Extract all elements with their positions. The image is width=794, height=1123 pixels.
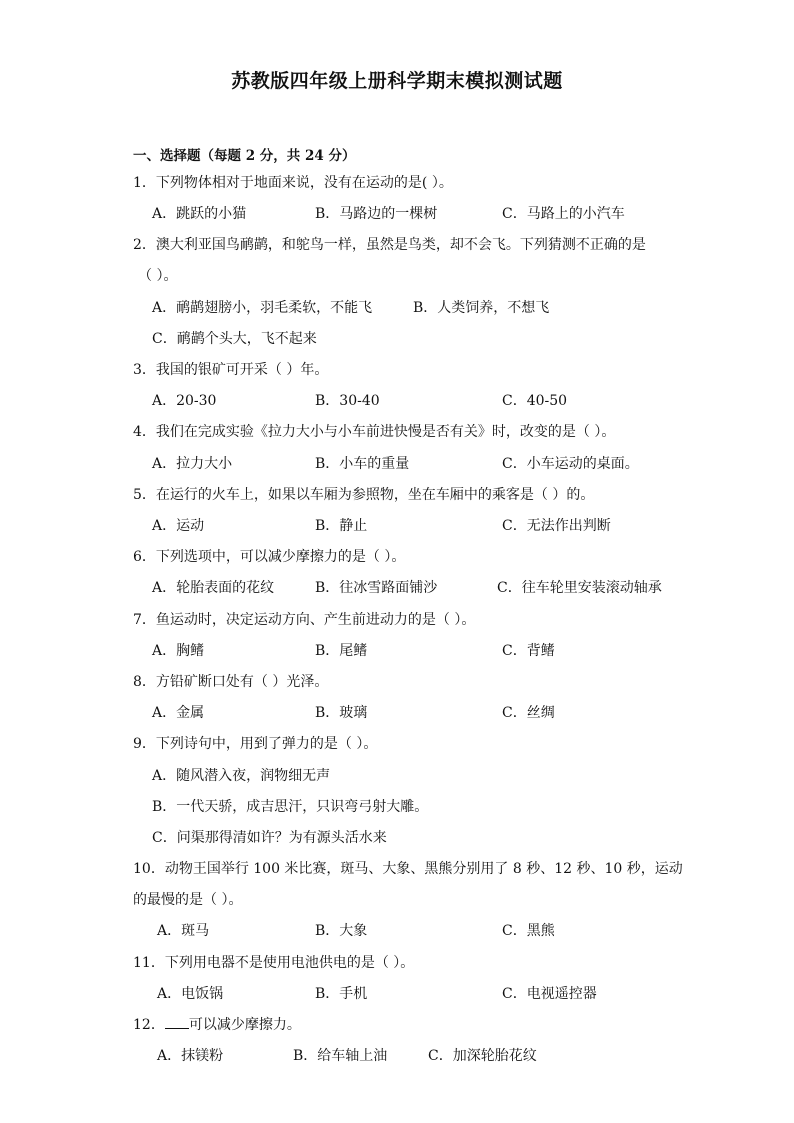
question-4: 4．我们在完成实验《拉力大小与小车前进快慢是否有关》时，改变的是（ ）。	[133, 424, 616, 440]
q2-option-b: B．人类饲养，不想飞	[413, 300, 550, 316]
q12-option-b: B．给车轴上油	[293, 1048, 388, 1064]
q9-option-a: A．随风潜入夜，润物细无声	[152, 768, 331, 784]
q7-option-a: A．胸鳍	[152, 643, 205, 659]
q4-option-c: C．小车运动的桌面。	[502, 456, 639, 472]
q12-option-c: C．加深轮胎花纹	[428, 1048, 537, 1064]
q11-option-a: A．电饭锅	[157, 986, 224, 1002]
q9-option-b: B．一代天骄，成吉思汗，只识弯弓射大雕。	[152, 799, 429, 815]
question-7: 7．鱼运动时，决定运动方向、产生前进动力的是（ ）。	[133, 612, 476, 628]
q5-option-b: B．静止	[315, 518, 368, 534]
page-title: 苏教版四年级上册科学期末模拟测试题	[231, 70, 563, 92]
section-heading: 一、选择题（每题 2 分，共 24 分）	[133, 148, 356, 164]
question-11: 11．下列用电器不是使用电池供电的是（ ）。	[133, 955, 415, 971]
question-12-text: 可以减少摩擦力。	[188, 1017, 301, 1033]
q9-option-c: C．问渠那得清如许？为有源头活水来	[152, 830, 387, 846]
q3-option-a: A．20-30	[152, 393, 217, 409]
q5-option-a: A．运动	[152, 518, 205, 534]
answer-blank	[165, 1016, 189, 1029]
q7-option-c: C．背鳍	[502, 643, 555, 659]
q1-option-a: A．跳跃的小猫	[152, 206, 247, 222]
q11-option-c: C．电视遥控器	[502, 986, 597, 1002]
q6-option-c: C．往车轮里安装滚动轴承	[497, 580, 662, 596]
question-8: 8．方铅矿断口处有（ ）光泽。	[133, 674, 329, 690]
question-6: 6．下列选项中，可以减少摩擦力的是（ ）。	[133, 549, 406, 565]
question-5: 5．在运行的火车上，如果以车厢为参照物，坐在车厢中的乘客是（ ）的。	[133, 487, 595, 503]
question-12-number: 12．	[133, 1017, 165, 1033]
q6-option-a: A．轮胎表面的花纹	[152, 580, 275, 596]
q5-option-c: C．无法作出判断	[502, 518, 611, 534]
q11-option-b: B．手机	[315, 986, 368, 1002]
q4-option-b: B．小车的重量	[315, 456, 410, 472]
q1-option-b: B．马路边的一棵树	[315, 206, 438, 222]
question-2: 2．澳大利亚国鸟鸸鹋，和鸵鸟一样，虽然是鸟类，却不会飞。下列猜测不正确的是	[133, 237, 646, 253]
q10-option-a: A．斑马	[157, 923, 210, 939]
q12-option-a: A．抹镁粉	[157, 1048, 224, 1064]
question-10: 10．动物王国举行 100 米比赛，斑马、大象、黑熊分别用了 8 秒、12 秒、10 秒，运动	[133, 861, 683, 877]
q1-option-c: C．马路上的小汽车	[502, 206, 625, 222]
question-3: 3．我国的银矿可开采（ ）年。	[133, 362, 329, 378]
q8-option-b: B．玻璃	[315, 705, 368, 721]
question-1: 1．下列物体相对于地面来说，没有在运动的是( ）。	[133, 175, 453, 191]
q3-option-c: C．40-50	[502, 393, 568, 409]
question-9: 9．下列诗句中，用到了弹力的是（ ）。	[133, 736, 378, 752]
question-10-cont: 的最慢的是（ ）。	[133, 892, 243, 908]
question-2-cont: （ ）。	[138, 268, 178, 284]
question-12	[133, 1014, 301, 1034]
q8-option-a: A．金属	[152, 705, 205, 721]
q7-option-b: B．尾鳍	[315, 643, 368, 659]
q10-option-b: B．大象	[315, 923, 368, 939]
q3-option-b: B．30-40	[315, 393, 380, 409]
q2-option-c: C．鸸鹋个头大，飞不起来	[152, 331, 317, 347]
q6-option-b: B．往冰雪路面铺沙	[315, 580, 438, 596]
q10-option-c: C．黑熊	[502, 923, 555, 939]
q4-option-a: A．拉力大小	[152, 456, 233, 472]
q2-option-a: A．鸸鹋翅膀小，羽毛柔软，不能飞	[152, 300, 373, 316]
q8-option-c: C．丝绸	[502, 705, 555, 721]
